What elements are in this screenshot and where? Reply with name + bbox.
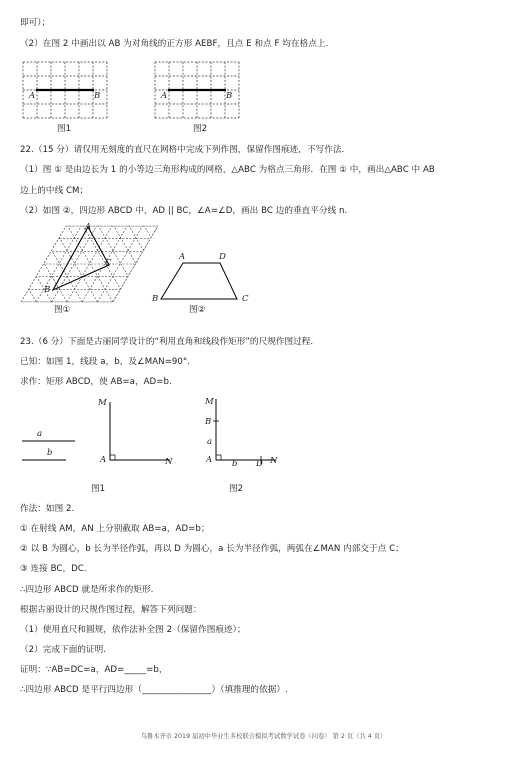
label-b-fig1: B [94, 91, 101, 101]
proof-line-2: ∴四边形 ABCD 是平行四边形（________________）（填推理的依据）. [20, 685, 288, 695]
proof-line-1: 证明：∵AB=DC=a，AD=_____=b， [20, 665, 168, 675]
text-line-continuation: 即可）； [20, 18, 51, 28]
question-21-part-2: （2）在图 2 中画出以 AB 为对角线的正方形 AEBF，且点 E 和点 F 均在格点上. [20, 39, 329, 49]
question-22-part-1: （1）图 ① 是由边长为 1 的小等边三角形构成的网格，△ABC 为格点三角形．在图 ① 中，画出△ABC 中 AB [20, 165, 435, 175]
caption-fig-c1: 图① [54, 305, 71, 315]
question-22-part-2: （2）如图 ②，四边形 ABCD 中，AD || BC，∠A=∠D，画出 BC 边的垂直平分线 n. [20, 206, 348, 216]
label-segment-a: a [37, 429, 43, 439]
label-n-fig23-2: N [270, 456, 278, 466]
caption-fig-c2: 图② [189, 305, 206, 315]
label-a-fig2: A [161, 91, 168, 101]
method-heading: 作法：如图 2. [20, 504, 75, 514]
label-b-trapezoid: B [152, 294, 159, 304]
question-23: 23.（6 分）下面是古丽同学设计的“利用直角和线段作矩形”的尺规作图过程. [20, 337, 314, 347]
caption-fig1-top: 图1 [57, 124, 72, 134]
label-a-fig23-1: A [100, 455, 107, 465]
label-n-fig23-1: N [165, 457, 173, 467]
question-22: 22.（15 分）请仅用无刻度的直尺在网格中完成下列作图，保留作图痕迹，不写作法. [20, 145, 345, 155]
grid-figure-2 [154, 60, 244, 115]
label-d-trapezoid: D [219, 252, 226, 262]
page-footer: 乌鲁木齐市 2019 届初中毕业生多校联合模拟考试数学试卷（问卷） 第 2 页（共 4 页） [140, 733, 387, 740]
label-d-fig23-2: D [256, 459, 263, 469]
label-c-trapezoid: C [242, 294, 249, 304]
label-a-fig23-2: A [206, 455, 213, 465]
label-b-fig2: B [226, 91, 233, 101]
right-angle-figure-2 [214, 397, 294, 467]
label-a-trapezoid: A [179, 252, 186, 262]
label-m-fig23-1: M [98, 398, 107, 408]
caption-fig23-2: 图2 [229, 484, 244, 494]
question-23-known: 已知：如图 1，线段 a，b，及∠MAN=90°. [20, 357, 191, 367]
caption-fig23-1: 图1 [91, 484, 106, 494]
label-a-segment-fig23-2: a [207, 437, 213, 447]
step-3: ③ 连接 BC，DC. [20, 564, 87, 574]
label-segment-b: b [47, 448, 53, 458]
label-a-fig1: A [29, 91, 36, 101]
label-a-lattice: A [85, 222, 92, 232]
part-2: （2）完成下面的证明. [20, 645, 107, 655]
step-1: ① 在射线 AM，AN 上分别截取 AB=a，AD=b； [20, 524, 210, 534]
part-1: （1）使用直尺和圆规，依作法补全图 2（保留作图痕迹）； [20, 625, 246, 635]
label-c-lattice: C [105, 258, 112, 268]
label-b-segment-fig23-2: b [232, 459, 238, 469]
conclusion: ∴四边形 ABCD 就是所求作的矩形. [20, 585, 154, 595]
caption-fig2-top: 图2 [193, 124, 208, 134]
instruction: 根据古丽设计的尺规作图过程，解答下列问题： [20, 605, 202, 615]
step-2: ② 以 B 为圆心，b 长为半径作弧，再以 D 为圆心，a 长为半径作弧，两弧在∠MAN 内部交于点 C； [20, 544, 404, 554]
label-b-lattice: B [44, 285, 51, 295]
trapezoid-figure [158, 252, 248, 302]
question-23-find: 求作：矩形 ABCD，使 AB=a，AD=b. [20, 377, 172, 387]
label-b-fig23-2: B [205, 417, 212, 427]
triangle-lattice-figure [20, 222, 160, 307]
question-22-part-1-cont: 边上的中线 CM； [20, 186, 89, 196]
grid-figure-1 [22, 60, 112, 115]
label-m-fig23-2: M [205, 397, 214, 407]
